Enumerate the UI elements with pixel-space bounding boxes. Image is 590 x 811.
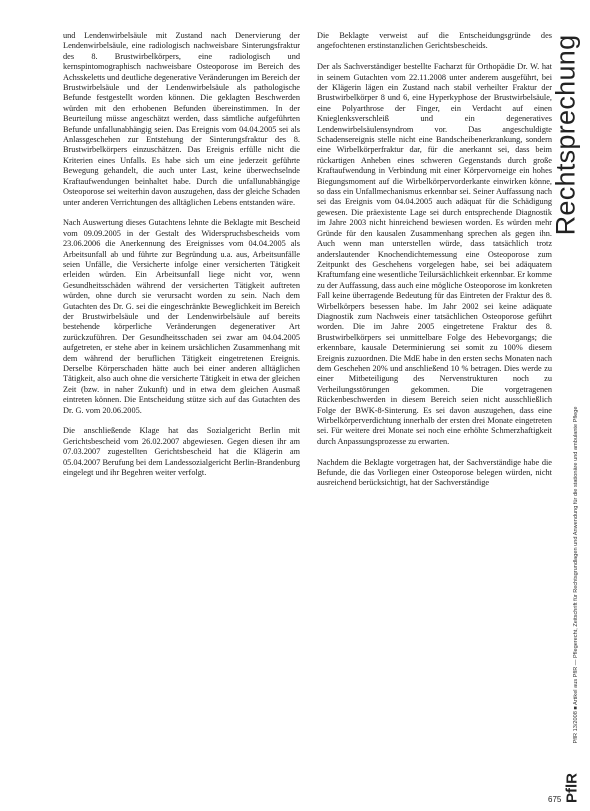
right-paragraph-2: Der als Sachverständiger bestellte Facharzt für Orthopädie Dr. W. hat in seinem Gutachten vom 22.11.2008 unter anderem ausgeführt, bei der Klägerin lägen ein Zustand nach stabil verheilter Fraktur der Brustwirbelkörper 8 und 6, eine Hyperkyphose der Brustwirbelsäule, eine Polyarthrose der Finger, ein Verdacht auf einen Knieglenksverschleiß und ein degeneratives Lendenwirbelsäulensyndrom vor. Das angeschuldigte Schadensereignis stelle nicht eine Bandscheibenerkrankung, sondern eine Wirbelkörperfraktur dar, für die anerkannt sei, dass beim rückartigen Anheben eines schweren Gegenstands durch große Kraftaufwendung in Verbindung mit einer Körpervorneige ein hohes Biegungsmoment auf die Wirbelkörpervorderkante einwirken könne, so dass ein Unfallmechanismus erkennbar sei. Seiner Auffassung nach sei das Ereignis vom 04.04.2005 auch adäquat für die Schädigung gewesen. Die präexistente Lage sei durch entsprechende Diagnostik im Jahre 2003 nicht hinreichend bewiesen worden. Es würden mehr Gründe für den kausalen Zusammenhang sprechen als gegen ihn. Auch wenn man unterstellen würde, dass tatsächlich trotz anderslautender Knochendichtemessung eine Osteoporose zum Zeitpunkt des Geschehens vorgelegen habe, sei bei adäquatem Kraftumfang eine wesentliche Teilursächlichkeit erkennbar. Er komme zu der Auffassung, dass auch eine mögliche Osteoporose im konkreten Fall keine überragende Bedeutung für das Eintreten der Fraktur des 8. Wirbelkörpers besessen habe. Im Jahr 2002 sei keine adäquate Diagnostik zum Nachweis einer tatsächlichen Osteoporose geführt worden. Die im Jahre 2005 eingetretene Fraktur des 8. Brustwirbelkörpers sei unmittelbare Folge des Hebevorgangs; die erkennbare, kausale Determinierung sei somit zu 100% diesem Ereignis zuzuordnen. Die MdE habe in den ersten sechs Monaten nach dem Geschehen 20% und anschließend 10 % betragen. Dies werde zu einer Mitbeteiligung des Nervenstrukturen noch zu Verheilungsstörungen gekommen. Die vorgetragenen Rückenbeschwerden in diesem Bereich seien nicht ausschließlich Folge der BWK-8-Sinterung. Es sei davon auszugehen, dass eine Wirbelkörperverdichtung innerhalb der ersten drei Monate eingetreten sei. Für weitere drei Monate sei noch eine erhöhte Schmerzhaftigkeit durch Anpassungsprozesse zu erwarten. bbox=[317, 62, 552, 446]
journal-logo bbox=[558, 768, 586, 808]
vertical-copyright-note bbox=[563, 340, 586, 810]
copyright-note-text: PflR 13/2008 ■ Artikel aus PflR — Pflegerecht, Zeitschrift für Rechtsgrundlagen und Anwendung für die stationäre und ambulante Pflege bbox=[573, 406, 579, 744]
right-paragraph-3: Nachdem die Beklagte vorgetragen hat, der Sachverständige habe die Befunde, die das Vorliegen einer Osteoporose belegen würden, nicht ausreichend berücksichtigt, hat der Sachverständige bbox=[317, 457, 552, 488]
left-paragraph-2: Nach Auswertung dieses Gutachtens lehnte die Beklagte mit Bescheid vom 09.09.2005 in der Gestalt des Widerspruchsbescheids vom 23.06.2006 die Anerkennung des Ereignisses vom 04.04.2005 als Arbeitsunfall ab und führte zur Begründung u.a. aus, Arbeitsunfälle seien Unfälle, die Versicherte infolge einer versicherten Tätigkeit erleiden würden. Ein Arbeitsunfall liege nicht vor, wenn Gesundheitsschäden während der versicherten Tätigkeit auftreten würden, ohne durch sie verursacht worden zu sein. Nach dem Gutachten des Dr. G. sei die eingeschränkte Beweglichkeit im Bereich der Brustwirbelsäule und der Lendenwirbelsäule auf bereits bestehende körperliche Veränderungen degenerativer Art zurückzuführen. Der Gesundheitsschaden sei zwar am 04.04.2005 aufgetreten, er stehe aber in keinem ursächlichen Zusammenhang mit dem während der beruflichen Tätigkeit eingetretenen Ereignis. Derselbe Körperschaden hätte auch bei einer anderen alltäglichen Tätigkeit, also auch ohne die versicherte Tätigkeit in etwa der gleichen Zeit (bzw. in naher Zukunft) und in etwa dem gleichen Ausmaß eintreten können. Die Entscheidung stütze sich auf das Gutachten des Dr. G. vom 20.06.2005. bbox=[63, 218, 300, 415]
section-title-text: Rechtsprechung bbox=[550, 34, 581, 236]
page-number: 675 bbox=[548, 795, 562, 804]
left-text-column bbox=[63, 31, 300, 489]
left-paragraph-3: Die anschließende Klage hat das Sozialgericht Berlin mit Gerichtsbescheid vom 26.02.2007 abgewiesen. Gegen diesen ihr am 07.03.2007 zugestellten Gerichtsbescheid hat die Klägerin am 05.04.2007 Berufung bei dem Landessozialgericht Berlin-Brandenburg eingelegt und ihr Begehren weiter verfolgt. bbox=[63, 426, 300, 478]
journal-logo-text: PflR bbox=[563, 773, 581, 803]
right-text-column bbox=[317, 31, 552, 499]
section-title bbox=[536, 30, 590, 240]
left-paragraph-1: und Lendenwirbelsäule mit Zustand nach Denervierung der Lendenwirbelsäule, eine radiologisch nachweisbare Sinterungsfraktur des 8. Brustwirbelkörpers, eine radiologisch und kernspintomographisch nachweisbare Osteoporose im Bereich des Achsskeletts und deutliche degenerative Veränderungen im Bereich der Brustwirbelsäule und der Lendenwirbelsäule als pathologische Befunde festgestellt worden können. Die geklagten Beschwerden würden mit den erhobenen Befunden übereinstimmen. In der Beurteilung müsse angeschätzt werden, dass sämtliche aufgeführten Befunde unfallunabhängig seien. Das Ereignis vom 04.04.2005 sei als Anlassgeschehen zur Entstehung der Sinterungsfraktur des 8. Brustwirbelkörpers einzuschätzen. Das Ereignis erfülle nicht die Kriterien eines Unfalls. Es habe sich um eine jederzeit geführte Bewegung gehandelt, die auch unter Last, keine überwechselnde Kraftaufwendungen beinhaltet habe. Durch die unfallunabhängige Osteoporose sei weiterhin davon auszugehen, dass der gleiche Schaden unter anderen Verrichtungen des alltäglichen Lebens entstanden wäre. bbox=[63, 31, 300, 207]
right-paragraph-1: Die Beklagte verweist auf die Entscheidungsgründe des angefochtenen erstinstanzlichen Gerichtsbescheids. bbox=[317, 31, 552, 51]
